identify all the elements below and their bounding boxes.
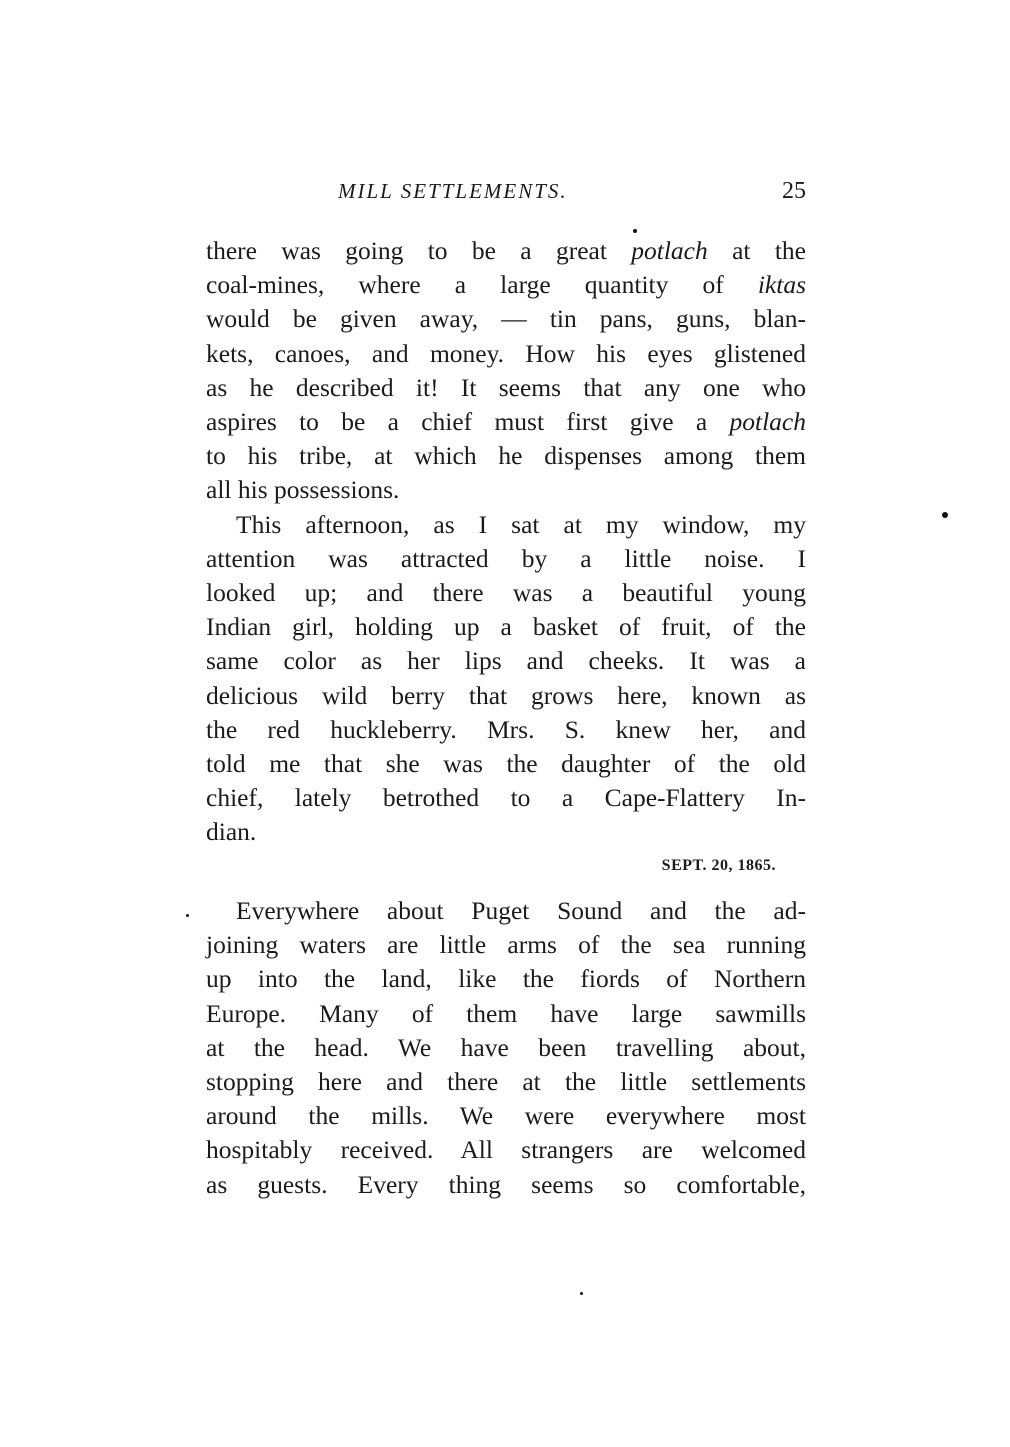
running-title: MILL SETTLEMENTS. [338, 179, 568, 203]
print-speck [186, 914, 189, 917]
italic-term-iktas: iktas [757, 270, 806, 300]
text-line: looked up; and there was a beautiful young [206, 578, 806, 608]
print-speck [633, 229, 637, 233]
text-line: as he described it! It seems that any one who [206, 372, 806, 402]
text-line: all his possessions. [206, 475, 400, 505]
italic-term-potlach: potlach [729, 407, 806, 437]
text-line: as guests. Every thing seems so comfortable, [206, 1169, 806, 1199]
text-block-upper [206, 234, 806, 850]
dateline: SEPT. 20, 1865. [661, 857, 776, 874]
running-head [206, 174, 806, 208]
text-line: up into the land, like the fiords of Northern [206, 964, 806, 994]
paragraph-puget-sound [206, 894, 806, 1202]
text-line: dian. [206, 817, 257, 847]
print-speck [942, 512, 948, 518]
text-line: aspires to be a chief must first give a potlach [206, 407, 806, 437]
text-line: Everywhere about Puget Sound and the ad- [236, 896, 806, 925]
text-line: to his tribe, at which he dispenses among them [206, 441, 806, 471]
text-line: stopping here and there at the little settlements [206, 1067, 806, 1097]
italic-term-potlach: potlach [631, 236, 708, 265]
text-line: Indian girl, holding up a basket of fruit, of the [206, 612, 806, 642]
text-line: told me that she was the daughter of the old [206, 749, 806, 779]
text-line: same color as her lips and cheeks. It was a [206, 646, 806, 676]
text-line: This afternoon, as I sat at my window, my [236, 509, 806, 539]
page-number: 25 [782, 178, 806, 204]
text-line: chief, lately betrothed to a Cape-Flattery In- [206, 783, 806, 813]
text-line: attention was attracted by a little noise. I [206, 543, 806, 573]
text-line: delicious wild berry that grows here, known as [206, 680, 806, 710]
paragraph-indian-girl [206, 508, 806, 850]
text-line: hospitably received. All strangers are welcomed [206, 1135, 806, 1165]
paragraph-potlach [206, 234, 806, 508]
text-line: coal-mines, where a large quantity of iktas [206, 270, 806, 300]
text-line: would be given away, — tin pans, guns, blan- [206, 304, 806, 334]
text-line: around the mills. We were everywhere most [206, 1101, 806, 1131]
text-line: at the head. We have been travelling about, [206, 1032, 806, 1062]
print-speck [580, 1292, 583, 1295]
text-line: Europe. Many of them have large sawmills [206, 998, 806, 1028]
text-line: there was going to be a great potlach at the [206, 236, 806, 265]
text-line: joining waters are little arms of the sea running [206, 930, 806, 960]
text-line: kets, canoes, and money. How his eyes glistened [206, 338, 806, 368]
text-line: the red huckleberry. Mrs. S. knew her, and [206, 714, 806, 744]
